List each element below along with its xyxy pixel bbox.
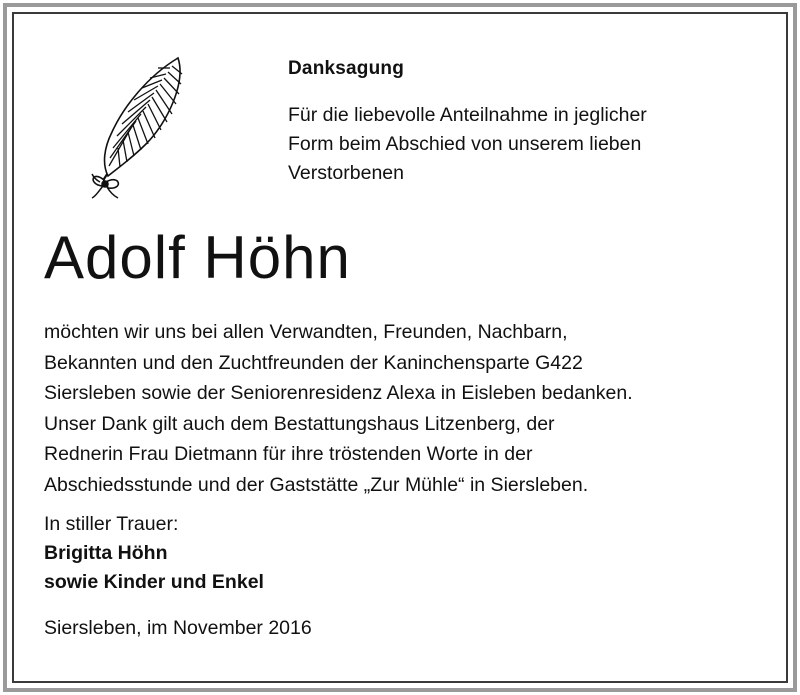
heading-danksagung: Danksagung bbox=[288, 58, 405, 79]
mourning-block bbox=[44, 510, 264, 597]
mourner-name: Brigitta Höhn bbox=[44, 542, 168, 564]
feather-icon bbox=[88, 52, 188, 200]
deceased-name: Adolf Höhn bbox=[44, 224, 351, 291]
intro-line: Form beim Abschied von unserem lieben bbox=[288, 133, 642, 155]
body-line: möchten wir uns bei allen Verwandten, Freunden, Nachbarn, bbox=[44, 321, 568, 343]
body-line: Siersleben sowie der Seniorenresidenz Alexa in Eisleben bedanken. bbox=[44, 382, 633, 404]
mourning-intro: In stiller Trauer: bbox=[44, 513, 179, 535]
place-date: Siersleben, im November 2016 bbox=[44, 617, 312, 639]
body-line: Bekannten und den Zuchtfreunden der Kaninchensparte G422 bbox=[44, 351, 583, 374]
intro-line: Verstorbenen bbox=[288, 162, 405, 184]
body-line: Rednerin Frau Dietmann für ihre tröstenden Worte in der bbox=[44, 443, 533, 465]
body-line: Unser Dank gilt auch dem Bestattungshaus Litzenberg, der bbox=[44, 412, 555, 435]
intro-text bbox=[288, 101, 768, 188]
body-text bbox=[44, 317, 774, 500]
body-line: Abschiedsstunde und der Gaststätte „Zur Mühle“ in Siersleben. bbox=[44, 473, 589, 496]
intro-line: Für die liebevolle Anteilnahme in jeglicher bbox=[288, 104, 647, 126]
mourner-family: sowie Kinder und Enkel bbox=[44, 571, 264, 593]
